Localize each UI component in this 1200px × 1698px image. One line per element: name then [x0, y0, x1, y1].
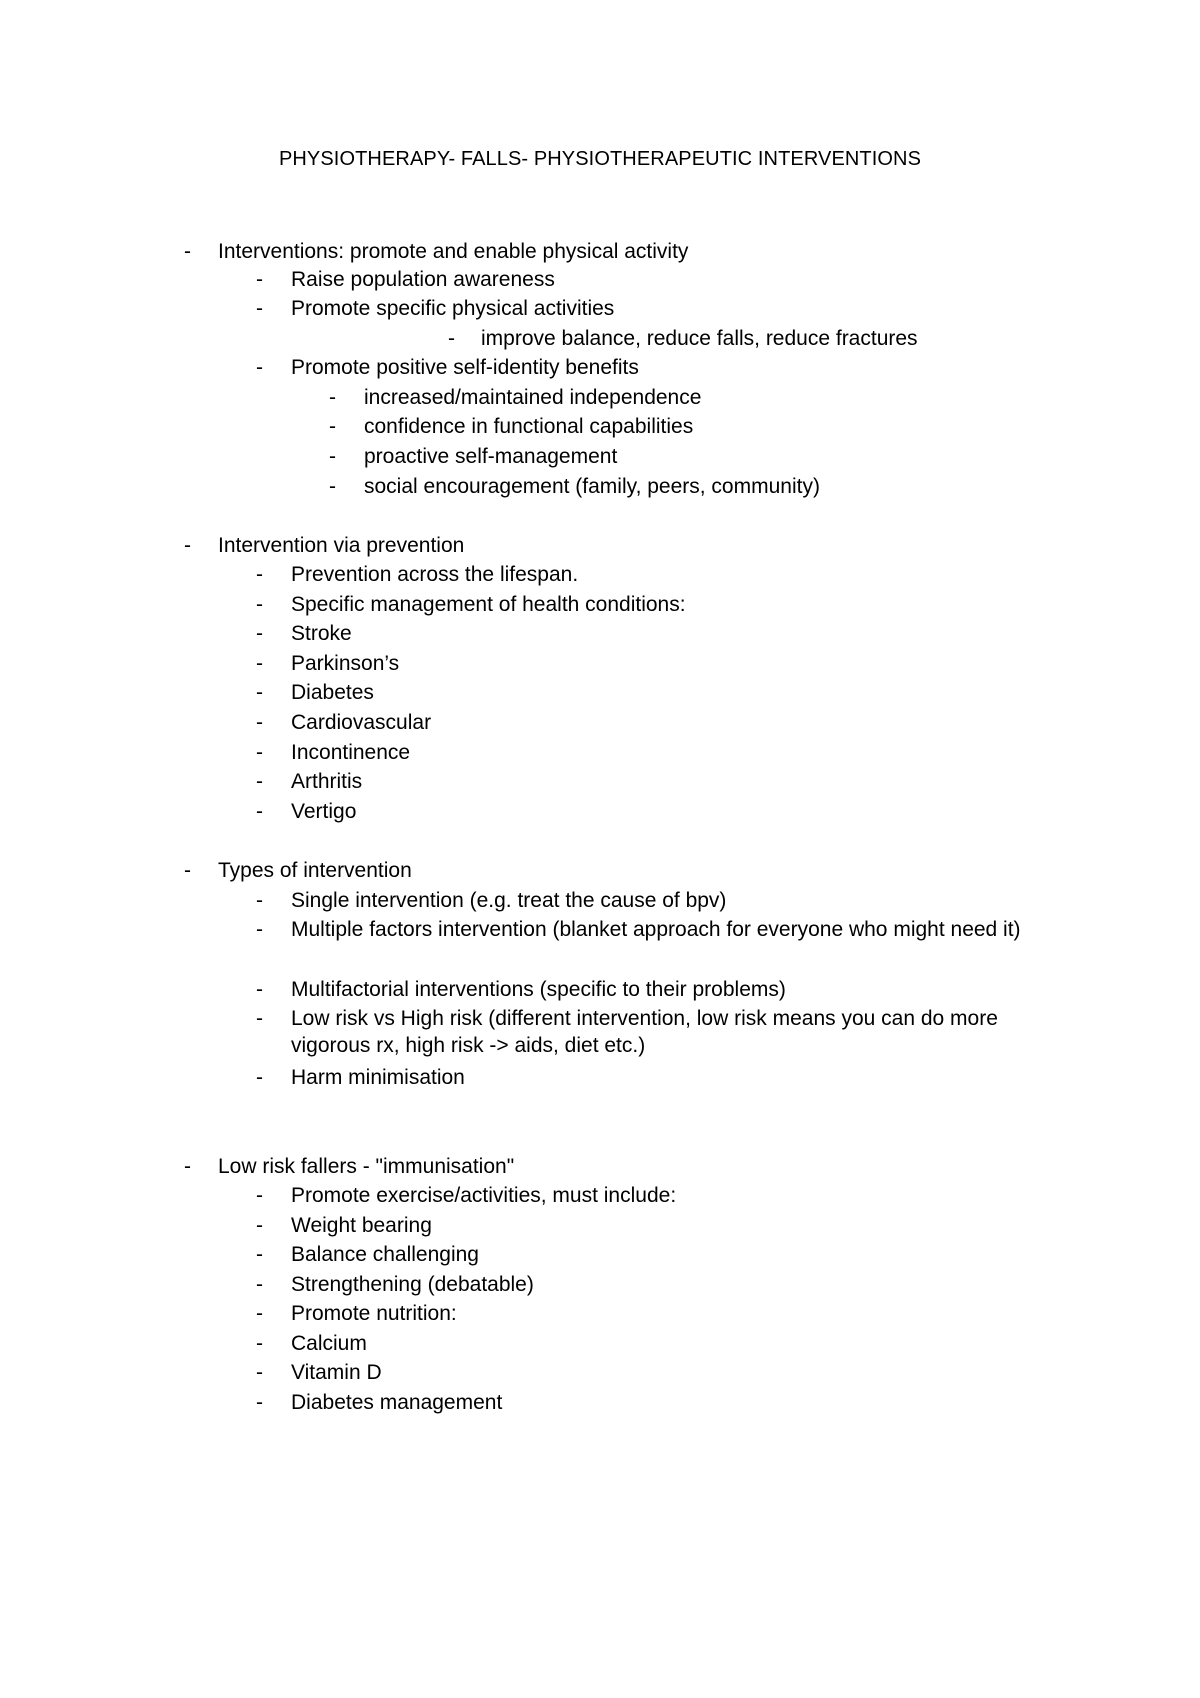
list-item: Multifactorial interventions (specific to their problems) — [291, 978, 786, 1001]
bullet-dash: - — [256, 1007, 263, 1030]
bullet-dash: - — [329, 475, 336, 498]
list-item: Promote positive self-identity benefits — [291, 356, 639, 379]
bullet-dash: - — [184, 1155, 191, 1178]
bullet-dash: - — [256, 681, 263, 704]
list-item: Cardiovascular — [291, 711, 432, 734]
bullet-dash: - — [256, 1066, 263, 1089]
bullet-dash: - — [256, 770, 263, 793]
list-item: Specific management of health conditions: — [291, 593, 686, 616]
bullet-dash: - — [256, 711, 263, 734]
section-heading: Interventions: promote and enable physical activity — [218, 240, 689, 263]
list-item: Vitamin D — [291, 1361, 382, 1384]
bullet-dash: - — [256, 1243, 263, 1266]
list-item: Multiple factors intervention (blanket approach for everyone who might need it) — [291, 918, 1021, 941]
list-item: Diabetes management — [291, 1391, 503, 1414]
bullet-dash: - — [256, 1214, 263, 1237]
bullet-dash: - — [256, 297, 263, 320]
bullet-dash: - — [256, 593, 263, 616]
list-item: social encouragement (family, peers, community) — [364, 475, 820, 498]
section-heading: Intervention via prevention — [218, 534, 465, 557]
bullet-dash: - — [256, 1273, 263, 1296]
list-item: increased/maintained independence — [364, 386, 702, 409]
bullet-dash: - — [256, 1332, 263, 1355]
bullet-dash: - — [329, 415, 336, 438]
list-item: proactive self-management — [364, 445, 618, 468]
bullet-dash: - — [256, 356, 263, 379]
bullet-dash: - — [256, 622, 263, 645]
list-item: Parkinson’s — [291, 652, 400, 675]
bullet-dash: - — [256, 1391, 263, 1414]
bullet-dash: - — [184, 240, 191, 263]
list-item: improve balance, reduce falls, reduce fractures — [481, 327, 918, 350]
page-title: PHYSIOTHERAPY- FALLS- PHYSIOTHERAPEUTIC INTERVENTIONS — [278, 148, 922, 170]
bullet-dash: - — [329, 445, 336, 468]
bullet-dash: - — [256, 918, 263, 941]
list-item: Weight bearing — [291, 1214, 432, 1237]
list-item: Harm minimisation — [291, 1066, 465, 1089]
bullet-dash: - — [256, 652, 263, 675]
list-item: Promote nutrition: — [291, 1302, 457, 1325]
bullet-dash: - — [329, 386, 336, 409]
list-item: Arthritis — [291, 770, 363, 793]
list-item: Diabetes — [291, 681, 374, 704]
bullet-dash: - — [256, 563, 263, 586]
list-item: confidence in functional capabilities — [364, 415, 694, 438]
list-item: Calcium — [291, 1332, 367, 1355]
list-item: Single intervention (e.g. treat the cause of bpv) — [291, 889, 727, 912]
bullet-dash: - — [256, 741, 263, 764]
list-item: Strengthening (debatable) — [291, 1273, 534, 1296]
list-item: Balance challenging — [291, 1243, 479, 1266]
list-item: Promote exercise/activities, must include: — [291, 1184, 677, 1207]
bullet-dash: - — [256, 800, 263, 823]
list-item: Prevention across the lifespan. — [291, 563, 579, 586]
bullet-dash: - — [256, 889, 263, 912]
bullet-dash: - — [256, 1361, 263, 1384]
bullet-dash: - — [256, 978, 263, 1001]
list-item: Promote specific physical activities — [291, 297, 615, 320]
list-item: Stroke — [291, 622, 352, 645]
list-item: Incontinence — [291, 741, 411, 764]
section-heading: Types of intervention — [218, 859, 412, 882]
bullet-dash: - — [184, 859, 191, 882]
bullet-dash: - — [256, 1302, 263, 1325]
list-item: Vertigo — [291, 800, 357, 823]
bullet-dash: - — [184, 534, 191, 557]
section-heading: Low risk fallers - "immunisation" — [218, 1155, 515, 1178]
list-item: Low risk vs High risk (different intervention, low risk means you can do more vigorous rx, high risk -> aids, diet etc.) — [291, 1007, 998, 1057]
bullet-dash: - — [256, 268, 263, 291]
bullet-dash: - — [256, 1184, 263, 1207]
list-item: Raise population awareness — [291, 268, 555, 291]
bullet-dash: - — [448, 327, 455, 350]
